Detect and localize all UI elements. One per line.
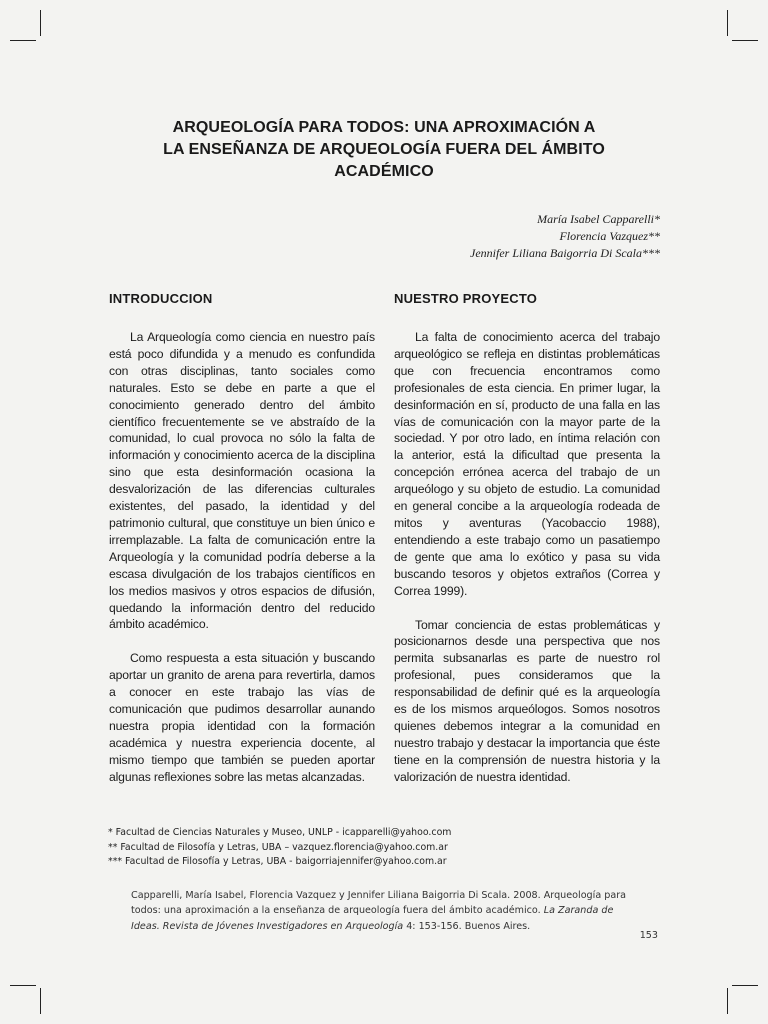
author-name: María Isabel Capparelli* [537, 212, 660, 226]
crop-mark-top-right-horizontal [732, 40, 758, 41]
author-name: Jennifer Liliana Baigorria Di Scala*** [470, 246, 660, 260]
title-line: ACADÉMICO [334, 163, 434, 180]
citation-block [131, 888, 641, 934]
footnote: *** Facultad de Filosofía y Letras, UBA - baigorriajennifer@yahoo.com.ar [108, 856, 447, 867]
column-introduccion [109, 290, 375, 803]
citation-details: 4: 153-156. Buenos Aires. [403, 920, 531, 932]
crop-mark-bottom-right-horizontal [732, 985, 758, 986]
footnote: ** Facultad de Filosofía y Letras, UBA – vazquez.florencia@yahoo.com.ar [108, 841, 448, 853]
section-heading: INTRODUCCION [109, 291, 213, 306]
body-paragraph: La Arqueología como ciencia en nuestro país está poco difundida y a menudo es confundida con otras disciplinas, tanto sociales como naturales. Esto se debe en parte a que el conocimiento generado dentro del ámbito científico frecuentemente se ve abstraído de la comunidad, lo cual provoca no sólo la falta de información y conocimiento acerca de la disciplina sino que esta desinformación ocasiona la desvalorización de las diferencias culturales existentes, del pasado, la identidad y del patrimonio cultural, que constituye un bien único e irremplazable. La falta de comunicación entre la Arqueología y la comunidad podría deberse a la escasa divulgación de los trabajos científicos en los medios masivos y otros espacios de difusión, quedando la información dentro del reducido ámbito académico. [109, 330, 375, 632]
crop-mark-bottom-left-horizontal [10, 985, 36, 986]
author-name: Florencia Vazquez** [559, 229, 660, 243]
crop-mark-top-left-vertical [40, 10, 41, 36]
crop-mark-bottom-right-vertical [727, 988, 728, 1014]
body-paragraph: La falta de conocimiento acerca del trabajo arqueológico se refleja en distintas problemáticas que con frecuencia encontramos como profesionales de esta ciencia. En primer lugar, la desinformación en sí, producto de una falla en las vías de comunicación con la mayor parte de la sociedad. Y por otro lado, en íntima relación con la anterior, está la dificultad que presenta la concepción errónea acerca del trabajo de un arqueólogo y su objeto de estudio. La comunidad en general concibe a la arqueología rodeada de mitos y aventuras (Yacobaccio 1988), entendiendo a este trabajo como un pasatiempo de gente que ama lo exótico y pasa su vida buscando tesoros y objetos extraños (Correa y Correa 1999). [394, 330, 660, 598]
footnote: * Facultad de Ciencias Naturales y Museo, UNLP - icapparelli@yahoo.com [108, 827, 452, 838]
footnotes [108, 826, 668, 870]
body-paragraph: Como respuesta a esta situación y buscando aportar un granito de arena para revertirla, damos a conocer en este trabajo las vías de comunicación que pudimos desarrollar aunando nuestra propia identidad con la formación académica y nuestra experiencia docente, al mismo tiempo que también se pueden aportar algunas reflexiones sobre las metas alcanzadas. [109, 651, 375, 784]
title-line: LA ENSEÑANZA DE ARQUEOLOGÍA FUERA DEL ÁMBITO [163, 141, 605, 158]
column-nuestro-proyecto [394, 290, 660, 803]
body-paragraph: Tomar conciencia de estas problemáticas y posicionarnos desde una perspectiva que nos permita subsanarlas es parte de nuestro rol profesional, pues consideramos que la responsabilidad de definir qué es la arqueología es de los mismos arqueólogos. Somos nosotros quienes debemos integrar a la comunidad en nuestro trabajo y destacar la importancia que éste tiene en la comprensión de nuestra historia y la valorización de nuestra identidad. [394, 617, 660, 784]
crop-mark-top-right-vertical [727, 10, 728, 36]
crop-mark-top-left-horizontal [10, 40, 36, 41]
page-number: 153 [639, 930, 658, 941]
title-line: ARQUEOLOGÍA PARA TODOS: UNA APROXIMACIÓN A [172, 119, 596, 136]
crop-mark-bottom-left-vertical [40, 988, 41, 1014]
author-list [470, 211, 660, 262]
article-title [110, 117, 658, 183]
citation-journal: La Zaranda de Ideas. Revista de Jóvenes Investigadores en Arqueología [131, 905, 614, 932]
citation-text: Capparelli, María Isabel, Florencia Vazquez y Jennifer Liliana Baigorria Di Scala. 2008. Arqueología para todos: una aproximación a la enseñanza de arqueología fuera del ámbito académico. [131, 890, 627, 917]
section-heading: NUESTRO PROYECTO [394, 291, 538, 306]
